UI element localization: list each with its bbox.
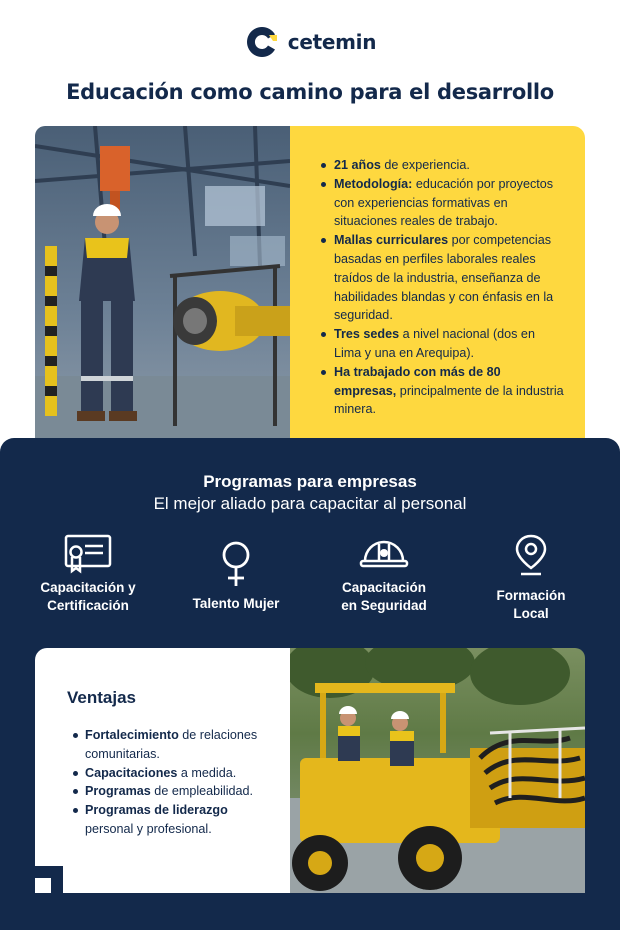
- feature-label-line1: Formación: [496, 588, 566, 603]
- list-item: [67, 801, 270, 839]
- highlight-bold: Mallas curriculares: [334, 233, 449, 248]
- highlight-bold: Tres sedes: [334, 327, 400, 342]
- highlight-bold: 21 años: [334, 158, 381, 172]
- feature-local-training: [456, 533, 606, 623]
- advantage-text: de relaciones comunitarias.: [85, 728, 258, 761]
- feature-label-line2: Certificación: [47, 598, 129, 613]
- list-item: [320, 175, 565, 231]
- list-item: [320, 156, 565, 175]
- factory-worker-photo: [35, 126, 290, 438]
- feature-label-line1: Capacitación: [341, 580, 427, 595]
- highlight-text: educación por proyectos con experiencias formativas en situaciones reales de trabajo.: [334, 176, 554, 229]
- advantage-bold: Fortalecimiento: [85, 728, 179, 742]
- page-title: Educación como camino para el desarrollo: [66, 80, 554, 104]
- feature-label-line1: Capacitación y: [40, 580, 136, 595]
- female-symbol-icon: [216, 539, 256, 589]
- advantage-text: de empleabilidad.: [150, 784, 254, 799]
- list-item: [67, 726, 270, 764]
- advantage-bold: Programas de liderazgo: [85, 803, 228, 818]
- list-item: [67, 764, 270, 783]
- advantage-bold: Programas: [85, 784, 151, 799]
- highlight-bold: Ha trabajado con más de 80 empresas,: [334, 364, 501, 398]
- list-item: [320, 231, 565, 325]
- feature-label-line2: Local: [513, 606, 549, 621]
- feature-label-line1: Talento Mujer: [192, 596, 280, 611]
- location-pin-icon: [513, 533, 549, 577]
- advantage-bold: Capacitaciones: [85, 765, 178, 780]
- highlight-text: principalmente de la industria minera.: [334, 383, 564, 417]
- list-item: [67, 782, 270, 801]
- advantages-title: Ventajas: [67, 688, 136, 707]
- hard-hat-icon: [359, 535, 409, 571]
- feature-women-talent: [161, 533, 311, 613]
- highlights-list: [320, 156, 565, 419]
- list-item: [320, 363, 565, 419]
- advantages-list: [67, 726, 270, 839]
- highlight-text: a nivel nacional (dos en Lima y una en Arequipa).: [334, 327, 535, 360]
- advantage-text: a medida.: [177, 765, 237, 780]
- highlights-card: [35, 126, 585, 438]
- programs-title: Programas para empresas: [203, 472, 417, 491]
- cetemin-logo-icon: [244, 24, 280, 60]
- mining-equipment-photo: [290, 648, 585, 893]
- certificate-icon: [63, 533, 113, 575]
- advantage-text: personal y profesional.: [85, 821, 212, 836]
- highlights-panel: [290, 126, 585, 438]
- brand-name: cetemin: [287, 30, 377, 54]
- feature-safety-training: [309, 533, 459, 615]
- programs-subtitle: El mejor aliado para capacitar al personal: [153, 494, 467, 513]
- advantages-card: [35, 648, 585, 893]
- brand-logo: [0, 24, 620, 60]
- list-item: [320, 325, 565, 363]
- feature-label-line2: en Seguridad: [341, 598, 427, 613]
- corner-brand-icon: [35, 866, 63, 899]
- feature-certification: [13, 533, 163, 615]
- highlight-text: de experiencia.: [380, 158, 470, 172]
- highlight-bold: Metodología:: [334, 176, 413, 191]
- advantages-panel: [35, 648, 290, 893]
- highlight-text: por competencias basadas en perfiles laborales reales traídos de la industria, enseñanza de habilidades blandas y con énfasis en la seguridad.: [334, 233, 554, 323]
